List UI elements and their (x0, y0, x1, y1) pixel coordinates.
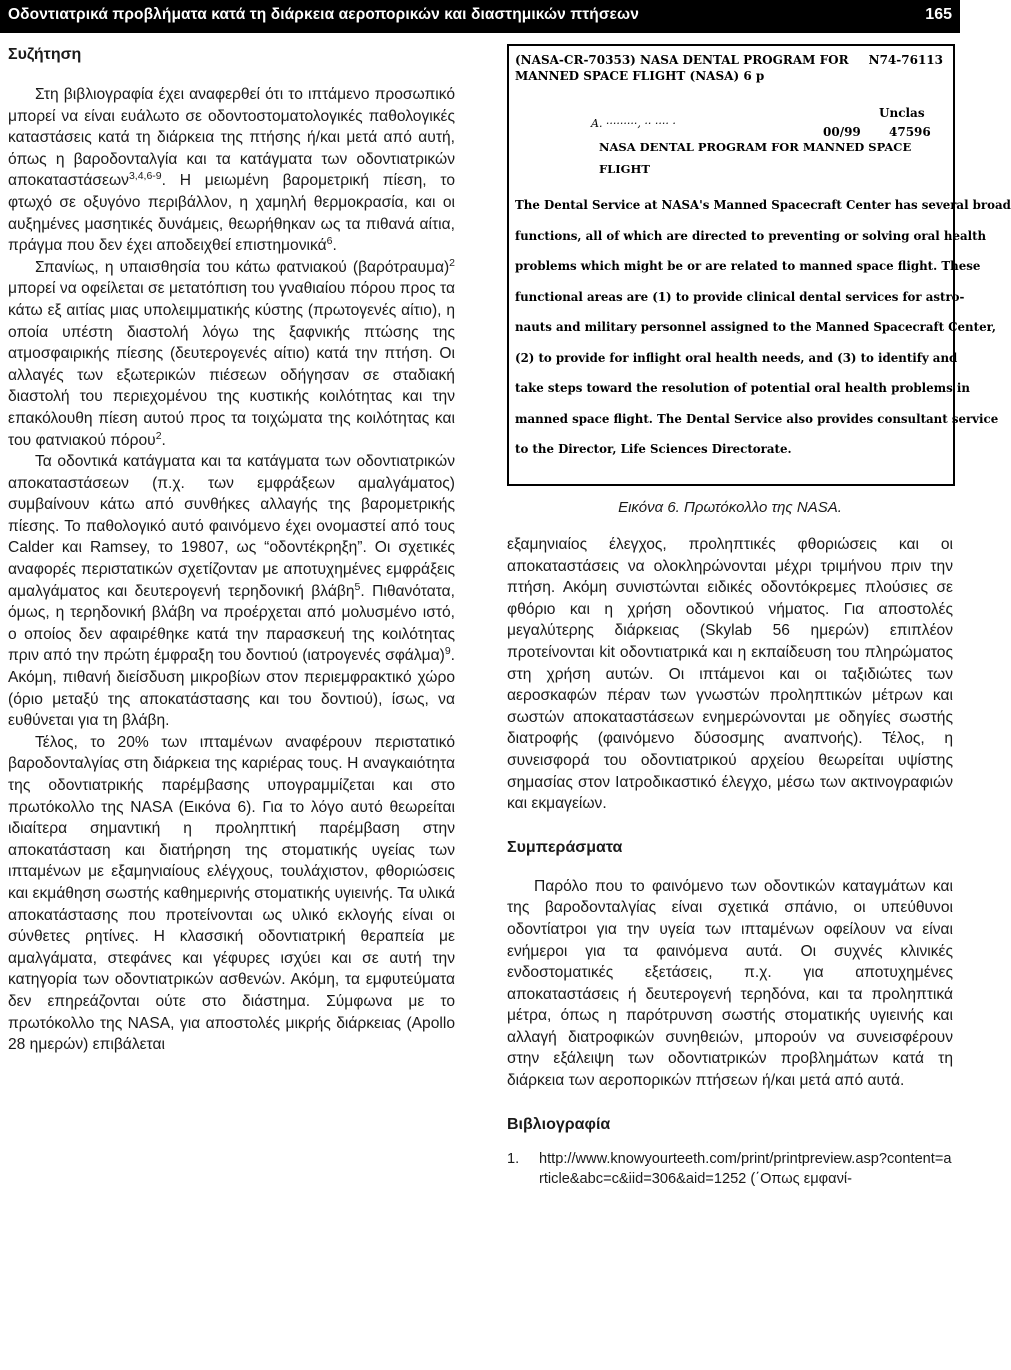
discussion-paragraph-3 (8, 451, 455, 732)
figure-report-id (515, 52, 849, 84)
figure-category: 00/99 (823, 125, 861, 139)
bibliography-number: 1. (507, 1150, 520, 1167)
figure-text-line: functions, all of which are directed to preventing or solving oral health (515, 228, 987, 243)
figure-body-text (515, 190, 1011, 465)
conclusions-paragraph: Παρόλο που το φαινόμενο των οδοντικών καταγμάτων και της βαροδονταλγίας είναι σχετικά σπάνιο, οι υπεύθυνοι οδοντίατροι για την υγεία των ιπταμένων οφείλουν να είναι ενήμεροι για τα φαινόμενα αυτά. Οι συχνές κλινικές ενδοστοματικές εξετάσεις, π.χ. για αποτυχημένες αποκαταστάσεις ή δευτερογενή τερηδόνα, και τα προληπτικά μέτρα, όπως η παρότρυνση σωστής στοματικής υγιεινής και αλλαγή διατροφικών συνηθειών, μπορούν να συνεισφέρουν στην εξάλειψη των οδοντιατρικών προβλημάτων κατά τη διάρκεια των αεροπορικών πτήσεων ή/και μετά από αυτά. (507, 877, 953, 1090)
text-run: . Η μειωμένη βαρομετρική πίεση, το φτωχό σε οξυγόνο περιβάλλον, η χαμηλή θερμοκρασία, και οι αυξημένες μασητικές δυνάμεις, θεωρήθηκαν ως τα πιθανά αίτια, πράγμα που δεν έχει αποδειχθεί επιστημονικά (8, 172, 455, 255)
figure-report-line: MANNED SPACE FLIGHT (NASA) 6 p (515, 69, 765, 83)
bibliography-heading: Βιβλιογραφία (507, 1115, 611, 1133)
conclusions-heading: Συμπεράσματα (507, 838, 623, 856)
discussion-paragraph-4: Τέλος, το 20% των ιπταμένων αναφέρουν περιστατικό βαροδονταλγίας στη διάρκεια της καριέρας τους. Η αναγκαιότητα της οδοντιατρικής παρέμβασης υπογραμμίζεται και στο πρωτόκολλο της NASA (Εικόνα 6). Για το λόγο αυτό θεωρείται ιδιαίτερα σημαντική η προληπτική παρέμβαση στην αποκατάσταση και διατήρηση της στοματικής υγείας των ιπταμένων με εξαμηνιαίους ελέγχους, τουλάχιστον, φθοριώσεις και εκμάθηση σωστής καθημερινής στοματικής υγιεινής. Τα υλικά αποκατάστασης που προτείνονται ως υλικό εκλογής είναι οι σύνθετες ρητίνες. Η κλασσική οδοντιατρική θεραπεία με αμαλγάματα, στεφάνες και γέφυρες ισχύει και σε αυτή την κατηγορία των οδοντιατρικών ασθενών. Ακόμη, τα εμφυτεύματα δεν επηρεάζονται ούτε στο διάστημα. Σύμφωνα με το πρωτόκολλο της NASA, για αποστολές μικρής διάρκειας (Apollo 28 ημερών) επιβάλεται (8, 733, 455, 1054)
citation-superscript: 2 (449, 256, 455, 269)
figure-accession-number: N74-76113 (868, 53, 943, 67)
figure-text-line: to the Director, Life Sciences Directorate. (515, 442, 792, 456)
text-run: . Πιθανότατα, όμως, η τερηδονική βλάβη να προέρχεται από μολυσμένο ιστό, ο οποίος δεν αφαιρέθηκε κατά την παρασκευή της κοιλότητας πριν από την πρώτη έμφραξη του δοντιού (ιατρογενές σφάλμα) (8, 582, 456, 665)
text-run: Στη βιβλιογραφία έχει αναφερθεί ότι το ιπτάμενο προσωπικό μπορεί να είναι ευάλωτο σε οδοντοστοματολογικές παθολογικές καταστάσεις κατά τη διάρκεια της πτήσης ή/και μετά από αυτή, όπως η βαροδονταλγία και τα κατάγματα των οδοντιατρικών αποκαταστάσεων (8, 86, 455, 190)
figure-text-line: functional areas are (1) to provide clinical dental services for astro- (515, 289, 965, 304)
figure-number: 47596 (889, 125, 931, 139)
text-run: . (161, 431, 166, 449)
text-run: Σπανίως, η υπαισθησία του κάτω φατνιακού (βαρότραυμα) (35, 258, 450, 276)
figure-text-line: nauts and military personnel assigned to the Manned Spacecraft Center, (515, 320, 997, 334)
bibliography-list (507, 1149, 953, 1189)
right-paragraph-1: εξαμηνιαίος έλεγχος, προληπτικές φθοριώσεις και οι αποκαταστάσεις να ολοκληρώνονται μέχρι τριμήνου πριν την πτήση. Ακόμη συνιστώνται ειδικές οδοντόκρεμες πλούσιες σε φθόριο και η χρήση οδοντικού νήματος. Για αποστολές μεγαλύτερης διάρκειας (Skylab 56 ημερών) επιπλέον προτείνονται kit οδοντιατρικά και η εκπαίδευση του πληρώματος στη χρήση αυτών. Οι ιπτάμενοι και οι ταξιδιώτες των αεροσκαφών πέραν των γνωστών προληπτικών μέτρων και σωστών αποκαταστάσεων ενημερώνονται με οδηγίες σωστής διατροφής (φαινόμενο δύσοσμης αναπνοής). Τέλος, η συνεισφορά του οδοντιατρικού αρχείου θεωρείται υψίστης σημασίας στον Ιατροδικαστικό έλεγχο, μέσω των ακτινογραφιών και εκμαγείων. (507, 536, 953, 813)
discussion-heading: Συζήτηση (8, 46, 82, 63)
bibliography-item (507, 1149, 953, 1189)
citation-superscript: 2 (155, 429, 162, 442)
nasa-protocol-figure (507, 44, 1011, 486)
running-header-title: Οδοντιατρικά προβλήματα κατά τη διάρκεια αεροπορικών και διαστημικών πτήσεων (8, 6, 639, 23)
figure-handwritten-note: A. ·········, ·· ···· · (591, 117, 676, 130)
left-column (8, 44, 455, 1056)
text-run: Τα οδοντικά κατάγματα και τα κατάγματα των οδοντιατρικών αποκαταστάσεων (π.χ. των εμφράξεων αμαλγάματος) συμβαίνουν κάτω από συνθήκες αλλαγής της βαρομετρικής πίεσης. Το παθολογικό αυτό φαινόμενο έχει ονομαστεί από τους Calder και Ramsey, το 19807, ως “οδοντέκρηξη”. Οι σχετικές αναφορές περιστατικών σχετίζονταν με αποτυχημένες εμφράξεις αμαλγάματος και δευτερογενή τερηδονική βλάβη (8, 453, 455, 600)
figure-report-line: (NASA-CR-70353) NASA DENTAL PROGRAM FOR (515, 53, 849, 67)
figure-unclas-label: Unclas (879, 106, 925, 120)
figure-caption: Εικόνα 6. Πρωτόκολλο της NASA. (618, 499, 842, 516)
text-run: . Ακόμη, πιθανή διείσδυση μικροβίων στον περιεμφρακτικό χώρο (όριο μεταξύ της αποκατάστασης και του δοντιού), ίσως, να ευθύνεται για τη βλάβη. (8, 647, 455, 730)
text-run: . (332, 237, 337, 255)
figure-text-line: (2) to provide for inflight oral health needs, and (3) to identify and (515, 350, 958, 365)
citation-superscript: 3,4,6-9 (128, 170, 162, 183)
right-column (507, 44, 1011, 1189)
citation-superscript: 5 (354, 580, 361, 593)
text-run: μπορεί να οφείλεται σε μετατόπιση του γναθιαίου πόρου προς τα κάτω εξ αιτίας μιας υπολειμματικής κύστης (πρωτογενές αίτιο), η οποία υπέστη διαστολή λόγω της ξαφνικής πτώσης της ατμοσφαιρικής πίεσης (δευτερογενές αίτιο) κατά την πτήση. Οι αλλαγές των εξωτερικών πιέσεων οδήγησαν σε σταδιακή διαστολή του περιεχομένου της κυστικής κοιλότητας και την επακόλουθη πίεση αυτού προς τα τοιχώματα της κοιλότητας και του φατνιακού πόρου (8, 280, 455, 449)
figure-text-line: problems which might be or are related to manned space flight. These (515, 259, 981, 273)
bibliography-link[interactable]: http://www.knowyourteeth.com/print/printpreview.asp?content=article&abc=c&iid=306&aid=1252 (΄Οπως εμφανί- (539, 1150, 952, 1187)
figure-text-line: The Dental Service at NASA's Manned Spacecraft Center has several broad (515, 198, 1011, 212)
figure-text-line: manned space flight. The Dental Service also provides consultant service (515, 411, 999, 426)
figure-text-line: take steps toward the resolution of potential oral health problems in (515, 381, 970, 395)
discussion-paragraph-1 (8, 84, 455, 257)
citation-superscript: 9 (444, 645, 451, 658)
page-number: 165 (925, 6, 952, 23)
citation-superscript: 6 (326, 234, 333, 247)
discussion-paragraph-2 (8, 257, 455, 451)
running-header (0, 0, 960, 33)
figure-program-title: NASA DENTAL PROGRAM FOR MANNED SPACE FLIGHT (599, 140, 912, 176)
